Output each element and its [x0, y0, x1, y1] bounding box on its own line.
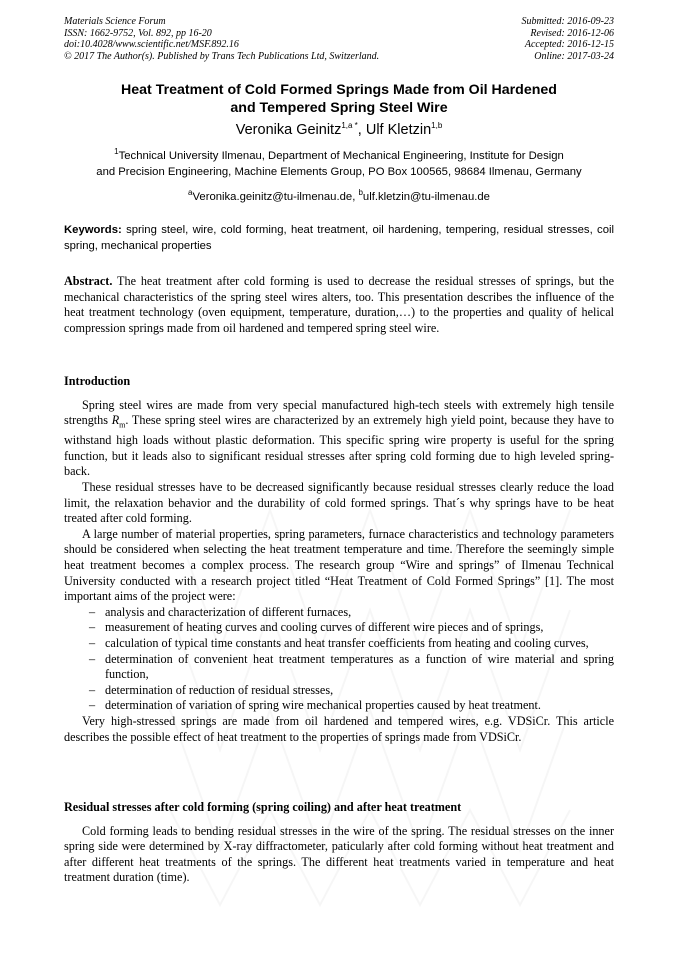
journal-header-right	[522, 16, 615, 62]
introduction-paragraph-2: These residual stresses have to be decreased significantly because residual stresses clearly reduce the load limit, the relaxation behavior and the durability of cold formed springs. That´s why springs have to be heat treated after cold forming.	[64, 480, 614, 526]
dash-bullet: –	[89, 698, 96, 713]
journal-header-left	[64, 16, 379, 62]
keywords-label: Keywords:	[64, 224, 122, 236]
dash-bullet: –	[89, 682, 96, 697]
title-line-2: and Tempered Spring Steel Wire	[230, 99, 448, 116]
keywords-text: spring steel, wire, cold forming, heat treatment, oil hardening, tempering, residual stresses, coil spring, mechanical properties	[64, 224, 614, 252]
author-1-affiliation-mark: 1,a *	[341, 121, 358, 131]
list-item	[64, 652, 614, 683]
list-item-text: analysis and characterization of different furnaces,	[105, 604, 352, 619]
email-b-mark: b	[358, 188, 363, 198]
list-item	[64, 620, 614, 636]
affiliation-mark: 1	[114, 147, 119, 157]
dash-bullet: –	[89, 620, 96, 635]
introduction-paragraph-4: Very high-stressed springs are made from oil hardened and tempered wires, e.g. VDSiCr. This article describes the possible effect of heat treatment to the properties of springs made from VDSiCr.	[64, 713, 614, 744]
dash-bullet: –	[89, 604, 96, 619]
tensile-strength-symbol: R	[111, 413, 120, 428]
abstract-label: Abstract.	[64, 274, 113, 288]
list-item-text: determination of reduction of residual stresses,	[105, 682, 334, 697]
author-list	[64, 121, 614, 139]
list-item-text: calculation of typical time constants and heat transfer coefficients from heating and cooling curves,	[105, 635, 589, 650]
paragraph-1-text-b: . These spring steel wires are characterized by an extremely high yield point, because they have to withstand high loads without plastic deformation. This specific spring wire property is useful for the spring function, but it leads also to significant residual stresses after spring cold forming due to high leveled spring-back.	[64, 413, 614, 479]
residual-stresses-section	[64, 800, 614, 886]
date-online: Online: 2017-03-24	[534, 50, 614, 62]
title-line-1: Heat Treatment of Cold Formed Springs Made from Oil Hardened	[121, 82, 557, 98]
date-revised: Revised: 2016-12-06	[530, 27, 614, 39]
list-item	[64, 636, 614, 652]
list-item	[64, 605, 614, 621]
journal-name: Materials Science Forum	[64, 16, 166, 27]
author-1-name: Veronika Geinitz	[235, 122, 342, 138]
email-a-link[interactable]: Veronika.geinitz@tu-ilmenau.de	[192, 191, 353, 203]
paragraph-1-text-a: Spring steel wires are made from very special manufactured high-tech steels with extremely high tensile strengths	[64, 397, 614, 428]
tensile-strength-subscript: m	[119, 420, 126, 430]
author-emails	[64, 190, 614, 204]
affiliation-line-2: and Precision Engineering, Machine Elements Group, PO Box 100565, 98684 Ilmenau, Germany	[96, 165, 582, 178]
affiliation	[64, 149, 614, 180]
date-submitted: Submitted: 2016-09-23	[521, 16, 614, 27]
author-separator: ,	[357, 122, 366, 138]
residual-stresses-heading: Residual stresses after cold forming (spring coiling) and after heat treatment	[64, 800, 462, 814]
paper-title	[64, 82, 614, 117]
email-b-link[interactable]: ulf.kletzin@tu-ilmenau.de	[362, 191, 490, 203]
journal-doi: doi:10.4028/www.scientific.net/MSF.892.16	[64, 39, 239, 50]
list-item	[64, 698, 614, 714]
affiliation-line-1: Technical University Ilmenau, Department of Mechanical Engineering, Institute for Design	[118, 150, 564, 162]
email-a-mark: a	[188, 188, 193, 198]
introduction-section	[64, 374, 614, 745]
author-2-affiliation-mark: 1,b	[431, 121, 443, 131]
abstract-section	[64, 274, 614, 336]
project-aims-list	[64, 605, 614, 714]
keywords	[64, 223, 614, 254]
journal-issn: ISSN: 1662-9752, Vol. 892, pp 16-20	[64, 27, 212, 39]
dash-bullet: –	[89, 635, 96, 650]
introduction-paragraph-1	[64, 398, 614, 480]
email-separator: ,	[352, 191, 359, 203]
introduction-heading: Introduction	[64, 374, 131, 388]
list-item-text: measurement of heating curves and cooling curves of different wire pieces and of springs,	[105, 620, 544, 635]
residual-stresses-paragraph-1: Cold forming leads to bending residual stresses in the wire of the spring. The residual stresses on the inner spring side were determined by X-ray diffractometer, paticularly after cold forming without heat treatment and after different heat treatments of the springs. The different heat treatments varied in temperature and heat treatment duration (time).	[64, 823, 614, 885]
author-2-name: Ulf Kletzin	[365, 122, 432, 138]
abstract-text: The heat treatment after cold forming is used to decrease the residual stresses of springs, but the mechanical characteristics of the spring steel wires alters, too. This presentation describes the influence of the heat treatment technology (oven equipment, temperature, duration,…) to the properties and quality of helical compression springs made from oil hardened and tempered spring steel wire.	[64, 274, 614, 335]
list-item-text: determination of variation of spring wire mechanical properties caused by heat treatment.	[105, 698, 541, 713]
list-item	[64, 683, 614, 699]
date-accepted: Accepted: 2016-12-15	[524, 39, 614, 50]
dash-bullet: –	[89, 651, 96, 666]
introduction-paragraph-3: A large number of material properties, spring parameters, furnace characteristics and technology parameters should be considered when selecting the heat treatment temperature and time. Therefore the seemingly simple heat treatment becomes a complex process. The research group “Wire and springs” of Ilmenau Technical University conducted with a research project titled “Heat Treatment of Cold Formed Springs” [1]. The most important aims of the project were:	[64, 526, 614, 604]
list-item-text: determination of convenient heat treatment temperatures as a function of wire material and spring function,	[105, 651, 614, 682]
journal-copyright: © 2017 The Author(s). Published by Trans Tech Publications Ltd, Switzerland.	[64, 50, 380, 62]
